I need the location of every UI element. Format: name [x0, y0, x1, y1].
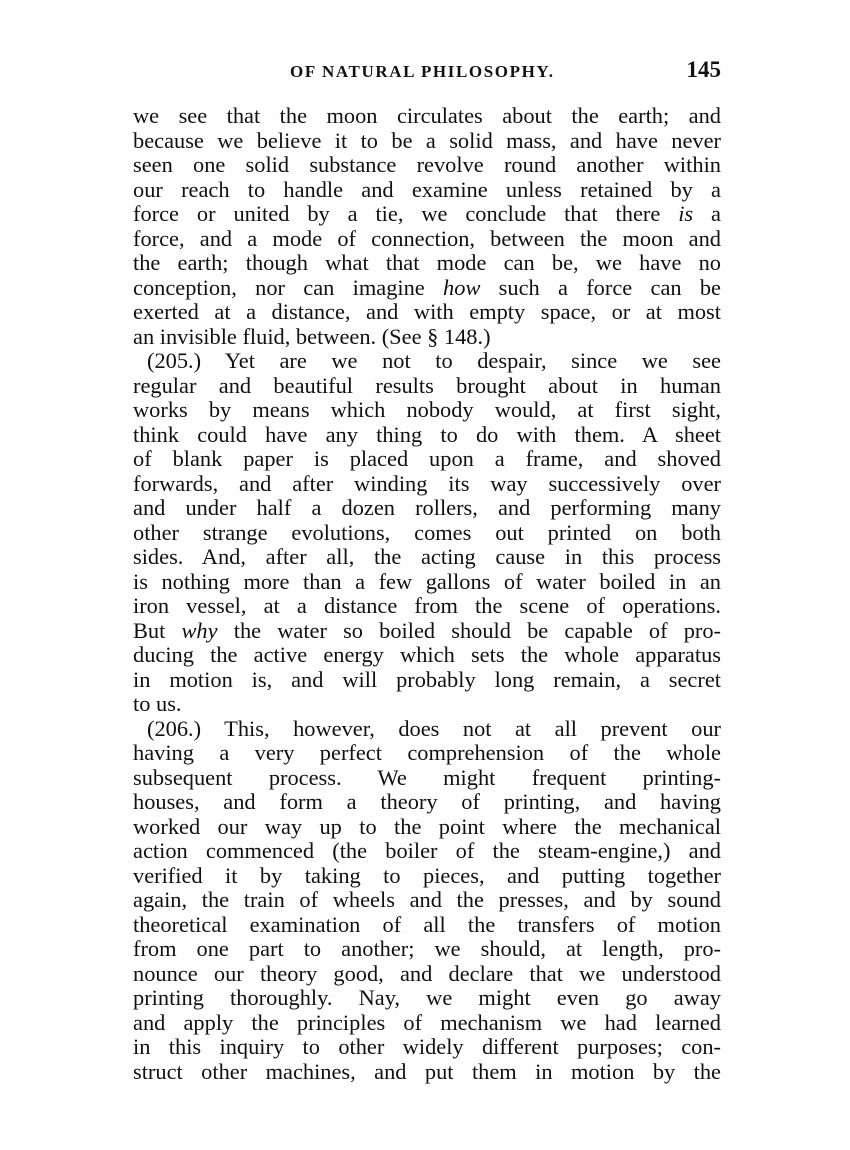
line-text: ducing the active energy which sets the whole apparatus	[133, 642, 721, 667]
text-line	[133, 521, 721, 546]
line-text: iron vessel, at a distance from the scene of operations.	[133, 593, 721, 618]
text-line	[133, 741, 721, 766]
text-line	[133, 619, 721, 644]
line-text: worked our way up to the point where the mechanical	[133, 813, 721, 839]
text-line	[133, 766, 721, 791]
line-text: think could have any thing to do with them. A sheet	[133, 421, 721, 447]
italic-text: is	[678, 201, 694, 226]
text-line	[133, 349, 721, 374]
text-line	[133, 251, 721, 276]
text-line	[133, 545, 721, 570]
line-text: conception, nor can imagine	[133, 274, 444, 300]
text-line	[133, 104, 721, 129]
line-text: regular and beautiful results brought about in human	[133, 372, 721, 398]
text-line	[133, 1011, 721, 1036]
text-line	[133, 398, 721, 423]
line-text: an invisible fluid, between. (See § 148.)	[133, 323, 491, 349]
line-text: is nothing more than a few gallons of water boiled in an	[133, 568, 721, 594]
line-text: (205.) Yet are we not to despair, since we see	[147, 348, 721, 373]
text-line	[133, 913, 721, 938]
line-text: such a force can be	[480, 274, 721, 300]
line-text: a	[693, 201, 721, 226]
text-line	[133, 888, 721, 913]
text-line	[133, 202, 721, 227]
line-text: sides. And, after all, the acting cause in this process	[133, 544, 721, 569]
line-text: and apply the principles of mechanism we had learned	[133, 1009, 721, 1035]
text-line	[133, 447, 721, 472]
text-line	[133, 300, 721, 325]
text-line	[133, 129, 721, 154]
text-line	[133, 227, 721, 252]
line-text: again, the train of wheels and the presses, and by sound	[133, 887, 721, 912]
body-text	[133, 104, 721, 1084]
text-line	[133, 643, 721, 668]
text-line	[133, 692, 721, 717]
line-text: to us.	[133, 691, 182, 716]
text-line	[133, 276, 721, 301]
line-text: in motion is, and will probably long remain, a secret	[133, 666, 721, 692]
line-text: in this inquiry to other widely different purposes; con-	[133, 1034, 721, 1059]
text-line	[133, 325, 721, 350]
line-text: having a very perfect comprehension of the whole	[133, 740, 721, 765]
text-line	[133, 717, 721, 742]
line-text: from one part to another; we should, at length, pro-	[133, 936, 721, 961]
page-number: 145	[686, 57, 721, 82]
line-text: exerted at a distance, and with empty space, or at most	[133, 299, 721, 324]
text-line	[133, 986, 721, 1011]
line-text: nounce our theory good, and declare that we understood	[133, 960, 721, 986]
text-line	[133, 937, 721, 962]
text-line	[133, 962, 721, 987]
line-text: and under half a dozen rollers, and performing many	[133, 495, 721, 520]
line-text: force or united by a tie, we conclude that there	[133, 201, 679, 226]
text-line	[133, 815, 721, 840]
italic-text: why	[181, 617, 218, 643]
line-text: seen one solid substance revolve round another within	[133, 152, 721, 177]
line-text: (206.) This, however, does not at all prevent our	[147, 715, 721, 741]
line-text: because we believe it to be a solid mass, and have never	[133, 127, 721, 153]
text-line	[133, 839, 721, 864]
line-text: houses, and form a theory of printing, and having	[133, 789, 721, 814]
line-text: verified it by taking to pieces, and putting together	[133, 862, 721, 888]
line-text: struct other machines, and put them in motion by the	[133, 1058, 721, 1084]
line-text: our reach to handle and examine unless retained by a	[133, 176, 721, 202]
line-text: action commenced (the boiler of the steam-engine,) and	[133, 838, 721, 863]
line-text: forwards, and after winding its way successively over	[133, 470, 721, 496]
line-text: the earth; though what that mode can be, we have no	[133, 250, 721, 275]
line-text: theoretical examination of all the transfers of motion	[133, 911, 721, 937]
text-line	[133, 374, 721, 399]
line-text: subsequent process. We might frequent printing-	[133, 764, 721, 790]
text-line	[133, 594, 721, 619]
text-line	[133, 668, 721, 693]
text-line	[133, 178, 721, 203]
running-title: OF NATURAL PHILOSOPHY.	[290, 62, 555, 81]
line-text: of blank paper is placed upon a frame, and shoved	[133, 446, 721, 471]
text-line	[133, 1060, 721, 1085]
line-text: other strange evolutions, comes out printed on both	[133, 519, 721, 545]
page-header	[133, 58, 721, 92]
text-line	[133, 496, 721, 521]
line-text: But	[133, 617, 182, 643]
line-text: the water so boiled should be capable of pro-	[217, 617, 721, 643]
line-text: we see that the moon circulates about the earth; and	[133, 103, 721, 128]
text-line	[133, 1035, 721, 1060]
text-line	[133, 153, 721, 178]
italic-text: how	[443, 274, 481, 300]
line-text: force, and a mode of connection, between the moon and	[133, 225, 721, 251]
text-line	[133, 570, 721, 595]
text-line	[133, 472, 721, 497]
text-line	[133, 790, 721, 815]
text-line	[133, 423, 721, 448]
text-line	[133, 864, 721, 889]
line-text: printing thoroughly. Nay, we might even go away	[133, 985, 721, 1010]
line-text: works by means which nobody would, at first sight,	[133, 397, 721, 422]
